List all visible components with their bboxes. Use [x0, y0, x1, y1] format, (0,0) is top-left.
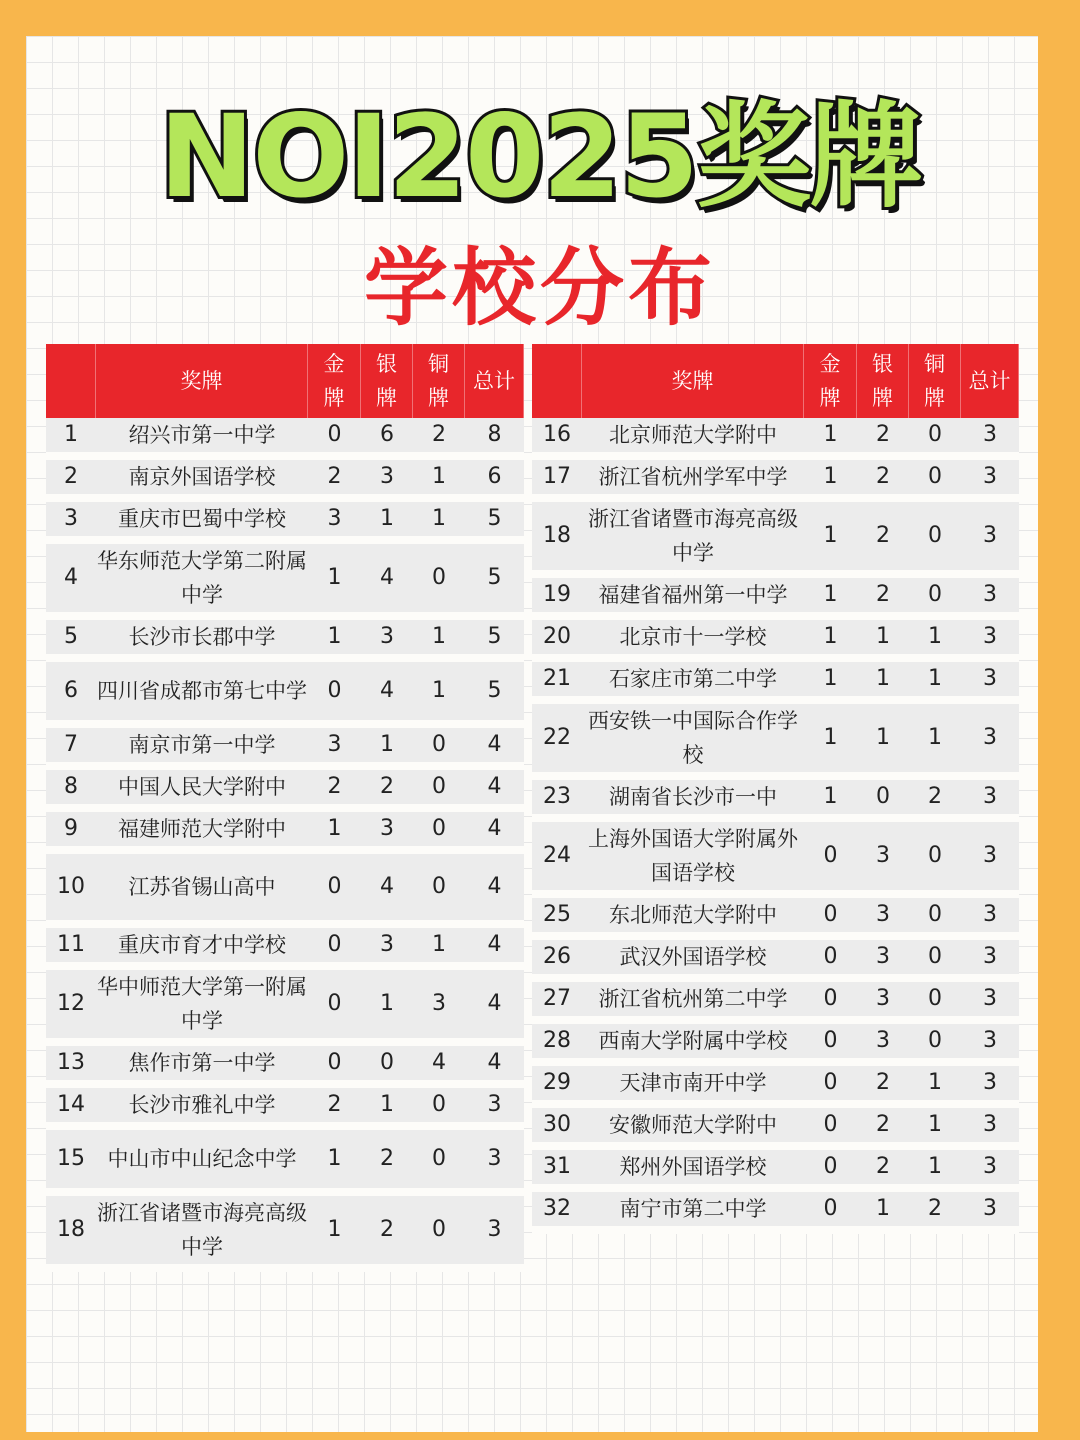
table-row	[532, 1066, 1019, 1108]
rank-cell: 23	[532, 780, 582, 822]
gold-cell: 2	[308, 770, 361, 812]
total-cell: 6	[465, 460, 524, 502]
silver-cell: 3	[361, 812, 413, 854]
silver-cell: 3	[857, 940, 909, 982]
rank-cell: 11	[46, 928, 96, 970]
gold-cell: 2	[308, 460, 361, 502]
total-cell: 5	[465, 544, 524, 620]
school-cell: 重庆市育才中学校	[96, 928, 308, 970]
table-header-row	[532, 344, 1019, 418]
medal-table-right	[532, 344, 1019, 1234]
total-cell: 3	[961, 418, 1019, 460]
rank-cell: 1	[46, 418, 96, 460]
rank-cell: 21	[532, 662, 582, 704]
rank-cell: 3	[46, 502, 96, 544]
gold-cell: 3	[308, 502, 361, 544]
gold-cell: 0	[308, 418, 361, 460]
school-cell: 重庆市巴蜀中学校	[96, 502, 308, 544]
silver-cell: 2	[857, 460, 909, 502]
gold-cell: 1	[308, 1130, 361, 1196]
bronze-cell: 2	[413, 418, 465, 460]
total-cell: 3	[961, 620, 1019, 662]
total-cell: 3	[961, 822, 1019, 898]
silver-cell: 1	[857, 662, 909, 704]
gold-cell: 0	[804, 1150, 857, 1192]
gold-cell: 0	[308, 928, 361, 970]
table-row	[532, 418, 1019, 460]
bronze-cell: 0	[909, 982, 961, 1024]
bronze-cell: 2	[909, 780, 961, 822]
bronze-cell: 1	[413, 502, 465, 544]
rank-cell: 13	[46, 1046, 96, 1088]
header-bronze: 铜 牌	[909, 344, 961, 418]
gold-cell: 0	[308, 970, 361, 1046]
rank-cell: 10	[46, 854, 96, 928]
bronze-cell: 0	[413, 728, 465, 770]
bronze-cell: 1	[909, 662, 961, 704]
school-cell: 福建师范大学附中	[96, 812, 308, 854]
gold-cell: 0	[308, 854, 361, 928]
page-subtitle: 学校分布	[363, 239, 716, 337]
bronze-cell: 0	[909, 460, 961, 502]
bronze-cell: 1	[909, 1066, 961, 1108]
bronze-cell: 0	[909, 578, 961, 620]
bronze-cell: 2	[909, 1192, 961, 1234]
gold-cell: 1	[804, 578, 857, 620]
rank-cell: 26	[532, 940, 582, 982]
bronze-cell: 0	[909, 822, 961, 898]
silver-cell: 2	[857, 1066, 909, 1108]
table-row	[532, 982, 1019, 1024]
table-row	[532, 704, 1019, 780]
table-row	[46, 1088, 524, 1130]
silver-cell: 3	[361, 460, 413, 502]
school-cell: 中国人民大学附中	[96, 770, 308, 812]
gold-cell: 0	[804, 822, 857, 898]
bronze-cell: 0	[413, 854, 465, 928]
total-cell: 5	[465, 502, 524, 544]
silver-cell: 3	[857, 982, 909, 1024]
school-cell: 浙江省杭州第二中学	[582, 982, 804, 1024]
total-cell: 3	[465, 1088, 524, 1130]
table-row	[532, 460, 1019, 502]
table-row	[46, 854, 524, 928]
total-cell: 4	[465, 812, 524, 854]
gold-cell: 0	[804, 940, 857, 982]
school-cell: 绍兴市第一中学	[96, 418, 308, 460]
bronze-cell: 1	[413, 928, 465, 970]
total-cell: 4	[465, 928, 524, 970]
silver-cell: 1	[857, 1192, 909, 1234]
silver-cell: 1	[857, 704, 909, 780]
table-row	[532, 1108, 1019, 1150]
total-cell: 3	[961, 1150, 1019, 1192]
silver-cell: 1	[361, 1088, 413, 1130]
silver-cell: 2	[361, 1196, 413, 1272]
table-header-row	[46, 344, 524, 418]
table-row	[46, 418, 524, 460]
bronze-cell: 0	[413, 544, 465, 620]
table-row	[46, 1130, 524, 1196]
page-title: NOI2025奖牌	[158, 90, 922, 223]
table-row	[532, 620, 1019, 662]
gold-cell: 0	[804, 1192, 857, 1234]
school-cell: 四川省成都市第七中学	[96, 662, 308, 728]
header-school: 奖牌	[96, 344, 308, 418]
total-cell: 3	[961, 1192, 1019, 1234]
school-cell: 安徽师范大学附中	[582, 1108, 804, 1150]
rank-cell: 25	[532, 898, 582, 940]
gold-cell: 1	[804, 662, 857, 704]
gold-cell: 1	[308, 1196, 361, 1272]
rank-cell: 19	[532, 578, 582, 620]
table-row	[532, 1192, 1019, 1234]
total-cell: 3	[961, 578, 1019, 620]
header-total: 总计	[961, 344, 1019, 418]
silver-cell: 1	[857, 620, 909, 662]
header-rank	[46, 344, 96, 418]
table-row	[532, 780, 1019, 822]
total-cell: 3	[961, 780, 1019, 822]
table-row	[46, 662, 524, 728]
header-silver: 银 牌	[361, 344, 413, 418]
silver-cell: 3	[361, 928, 413, 970]
school-cell: 南京外国语学校	[96, 460, 308, 502]
school-cell: 华东师范大学第二附属中学	[96, 544, 308, 620]
bronze-cell: 1	[909, 704, 961, 780]
total-cell: 3	[961, 460, 1019, 502]
gold-cell: 0	[804, 1108, 857, 1150]
rank-cell: 2	[46, 460, 96, 502]
table-row	[46, 970, 524, 1046]
total-cell: 4	[465, 854, 524, 928]
rank-cell: 16	[532, 418, 582, 460]
school-cell: 华中师范大学第一附属中学	[96, 970, 308, 1046]
rank-cell: 4	[46, 544, 96, 620]
table-row	[532, 822, 1019, 898]
silver-cell: 3	[857, 898, 909, 940]
table-row	[46, 1196, 524, 1272]
gold-cell: 2	[308, 1088, 361, 1130]
silver-cell: 2	[361, 770, 413, 812]
header-gold: 金 牌	[804, 344, 857, 418]
silver-cell: 1	[361, 970, 413, 1046]
gold-cell: 1	[804, 418, 857, 460]
table-row	[532, 578, 1019, 620]
school-cell: 浙江省诸暨市海亮高级中学	[582, 502, 804, 578]
rank-cell: 30	[532, 1108, 582, 1150]
total-cell: 3	[961, 1024, 1019, 1066]
rank-cell: 9	[46, 812, 96, 854]
school-cell: 天津市南开中学	[582, 1066, 804, 1108]
bronze-cell: 1	[413, 620, 465, 662]
table-row	[46, 728, 524, 770]
total-cell: 5	[465, 620, 524, 662]
gold-cell: 0	[804, 1024, 857, 1066]
total-cell: 5	[465, 662, 524, 728]
school-cell: 上海外国语大学附属外国语学校	[582, 822, 804, 898]
gold-cell: 0	[308, 662, 361, 728]
table-row	[46, 502, 524, 544]
school-cell: 东北师范大学附中	[582, 898, 804, 940]
rank-cell: 15	[46, 1130, 96, 1196]
rank-cell: 5	[46, 620, 96, 662]
bronze-cell: 1	[413, 662, 465, 728]
rank-cell: 22	[532, 704, 582, 780]
table-row	[532, 662, 1019, 704]
silver-cell: 1	[361, 502, 413, 544]
table-row	[532, 1024, 1019, 1066]
rank-cell: 31	[532, 1150, 582, 1192]
bronze-cell: 0	[909, 898, 961, 940]
silver-cell: 3	[857, 822, 909, 898]
school-cell: 湖南省长沙市一中	[582, 780, 804, 822]
school-cell: 郑州外国语学校	[582, 1150, 804, 1192]
table-row	[532, 940, 1019, 982]
bronze-cell: 1	[413, 460, 465, 502]
rank-cell: 18	[46, 1196, 96, 1272]
school-cell: 北京师范大学附中	[582, 418, 804, 460]
gold-cell: 0	[804, 1066, 857, 1108]
school-cell: 西安铁一中国际合作学校	[582, 704, 804, 780]
total-cell: 3	[961, 898, 1019, 940]
silver-cell: 2	[361, 1130, 413, 1196]
table-row	[46, 544, 524, 620]
total-cell: 3	[961, 1108, 1019, 1150]
bronze-cell: 0	[909, 1024, 961, 1066]
bronze-cell: 0	[909, 502, 961, 578]
school-cell: 南京市第一中学	[96, 728, 308, 770]
table-row	[46, 928, 524, 970]
header-silver: 银 牌	[857, 344, 909, 418]
medal-table-left	[46, 344, 524, 1272]
silver-cell: 0	[361, 1046, 413, 1088]
school-cell: 南宁市第二中学	[582, 1192, 804, 1234]
rank-cell: 7	[46, 728, 96, 770]
school-cell: 中山市中山纪念中学	[96, 1130, 308, 1196]
gold-cell: 1	[804, 460, 857, 502]
header-total: 总计	[465, 344, 524, 418]
total-cell: 3	[961, 1066, 1019, 1108]
total-cell: 4	[465, 1046, 524, 1088]
gold-cell: 1	[804, 620, 857, 662]
bronze-cell: 0	[413, 1130, 465, 1196]
total-cell: 8	[465, 418, 524, 460]
silver-cell: 2	[857, 502, 909, 578]
school-cell: 北京市十一学校	[582, 620, 804, 662]
rank-cell: 29	[532, 1066, 582, 1108]
total-cell: 4	[465, 770, 524, 812]
total-cell: 3	[465, 1196, 524, 1272]
gold-cell: 1	[804, 780, 857, 822]
gold-cell: 0	[804, 898, 857, 940]
school-cell: 石家庄市第二中学	[582, 662, 804, 704]
rank-cell: 17	[532, 460, 582, 502]
silver-cell: 3	[857, 1024, 909, 1066]
bronze-cell: 1	[909, 1150, 961, 1192]
rank-cell: 24	[532, 822, 582, 898]
school-cell: 长沙市雅礼中学	[96, 1088, 308, 1130]
school-cell: 福建省福州第一中学	[582, 578, 804, 620]
bronze-cell: 0	[413, 1088, 465, 1130]
table-row	[46, 770, 524, 812]
silver-cell: 4	[361, 854, 413, 928]
gold-cell: 1	[804, 502, 857, 578]
total-cell: 3	[465, 1130, 524, 1196]
bronze-cell: 0	[413, 812, 465, 854]
school-cell: 浙江省诸暨市海亮高级中学	[96, 1196, 308, 1272]
rank-cell: 14	[46, 1088, 96, 1130]
silver-cell: 6	[361, 418, 413, 460]
bronze-cell: 0	[413, 770, 465, 812]
silver-cell: 2	[857, 1108, 909, 1150]
silver-cell: 1	[361, 728, 413, 770]
gold-cell: 0	[308, 1046, 361, 1088]
gold-cell: 1	[804, 704, 857, 780]
bronze-cell: 0	[413, 1196, 465, 1272]
school-cell: 浙江省杭州学军中学	[582, 460, 804, 502]
gold-cell: 1	[308, 620, 361, 662]
rank-cell: 20	[532, 620, 582, 662]
school-cell: 长沙市长郡中学	[96, 620, 308, 662]
rank-cell: 27	[532, 982, 582, 1024]
gold-cell: 1	[308, 544, 361, 620]
silver-cell: 2	[857, 418, 909, 460]
rank-cell: 6	[46, 662, 96, 728]
silver-cell: 2	[857, 578, 909, 620]
bronze-cell: 1	[909, 1108, 961, 1150]
bronze-cell: 1	[909, 620, 961, 662]
silver-cell: 4	[361, 662, 413, 728]
table-row	[46, 620, 524, 662]
bronze-cell: 4	[413, 1046, 465, 1088]
table-row	[46, 1046, 524, 1088]
total-cell: 3	[961, 940, 1019, 982]
gold-cell: 0	[804, 982, 857, 1024]
header-bronze: 铜 牌	[413, 344, 465, 418]
bronze-cell: 3	[413, 970, 465, 1046]
table-row	[46, 460, 524, 502]
rank-cell: 12	[46, 970, 96, 1046]
silver-cell: 4	[361, 544, 413, 620]
rank-cell: 28	[532, 1024, 582, 1066]
total-cell: 4	[465, 728, 524, 770]
bronze-cell: 0	[909, 940, 961, 982]
rank-cell: 32	[532, 1192, 582, 1234]
total-cell: 3	[961, 662, 1019, 704]
school-cell: 焦作市第一中学	[96, 1046, 308, 1088]
total-cell: 4	[465, 970, 524, 1046]
silver-cell: 3	[361, 620, 413, 662]
table-row	[532, 898, 1019, 940]
total-cell: 3	[961, 982, 1019, 1024]
school-cell: 西南大学附属中学校	[582, 1024, 804, 1066]
rank-cell: 18	[532, 502, 582, 578]
silver-cell: 0	[857, 780, 909, 822]
table-row	[532, 502, 1019, 578]
gold-cell: 1	[308, 812, 361, 854]
rank-cell: 8	[46, 770, 96, 812]
school-cell: 江苏省锡山高中	[96, 854, 308, 928]
school-cell: 武汉外国语学校	[582, 940, 804, 982]
total-cell: 3	[961, 704, 1019, 780]
header-school: 奖牌	[582, 344, 804, 418]
gold-cell: 3	[308, 728, 361, 770]
silver-cell: 2	[857, 1150, 909, 1192]
table-row	[46, 812, 524, 854]
table-row	[532, 1150, 1019, 1192]
total-cell: 3	[961, 502, 1019, 578]
header-gold: 金 牌	[308, 344, 361, 418]
header-rank	[532, 344, 582, 418]
bronze-cell: 0	[909, 418, 961, 460]
